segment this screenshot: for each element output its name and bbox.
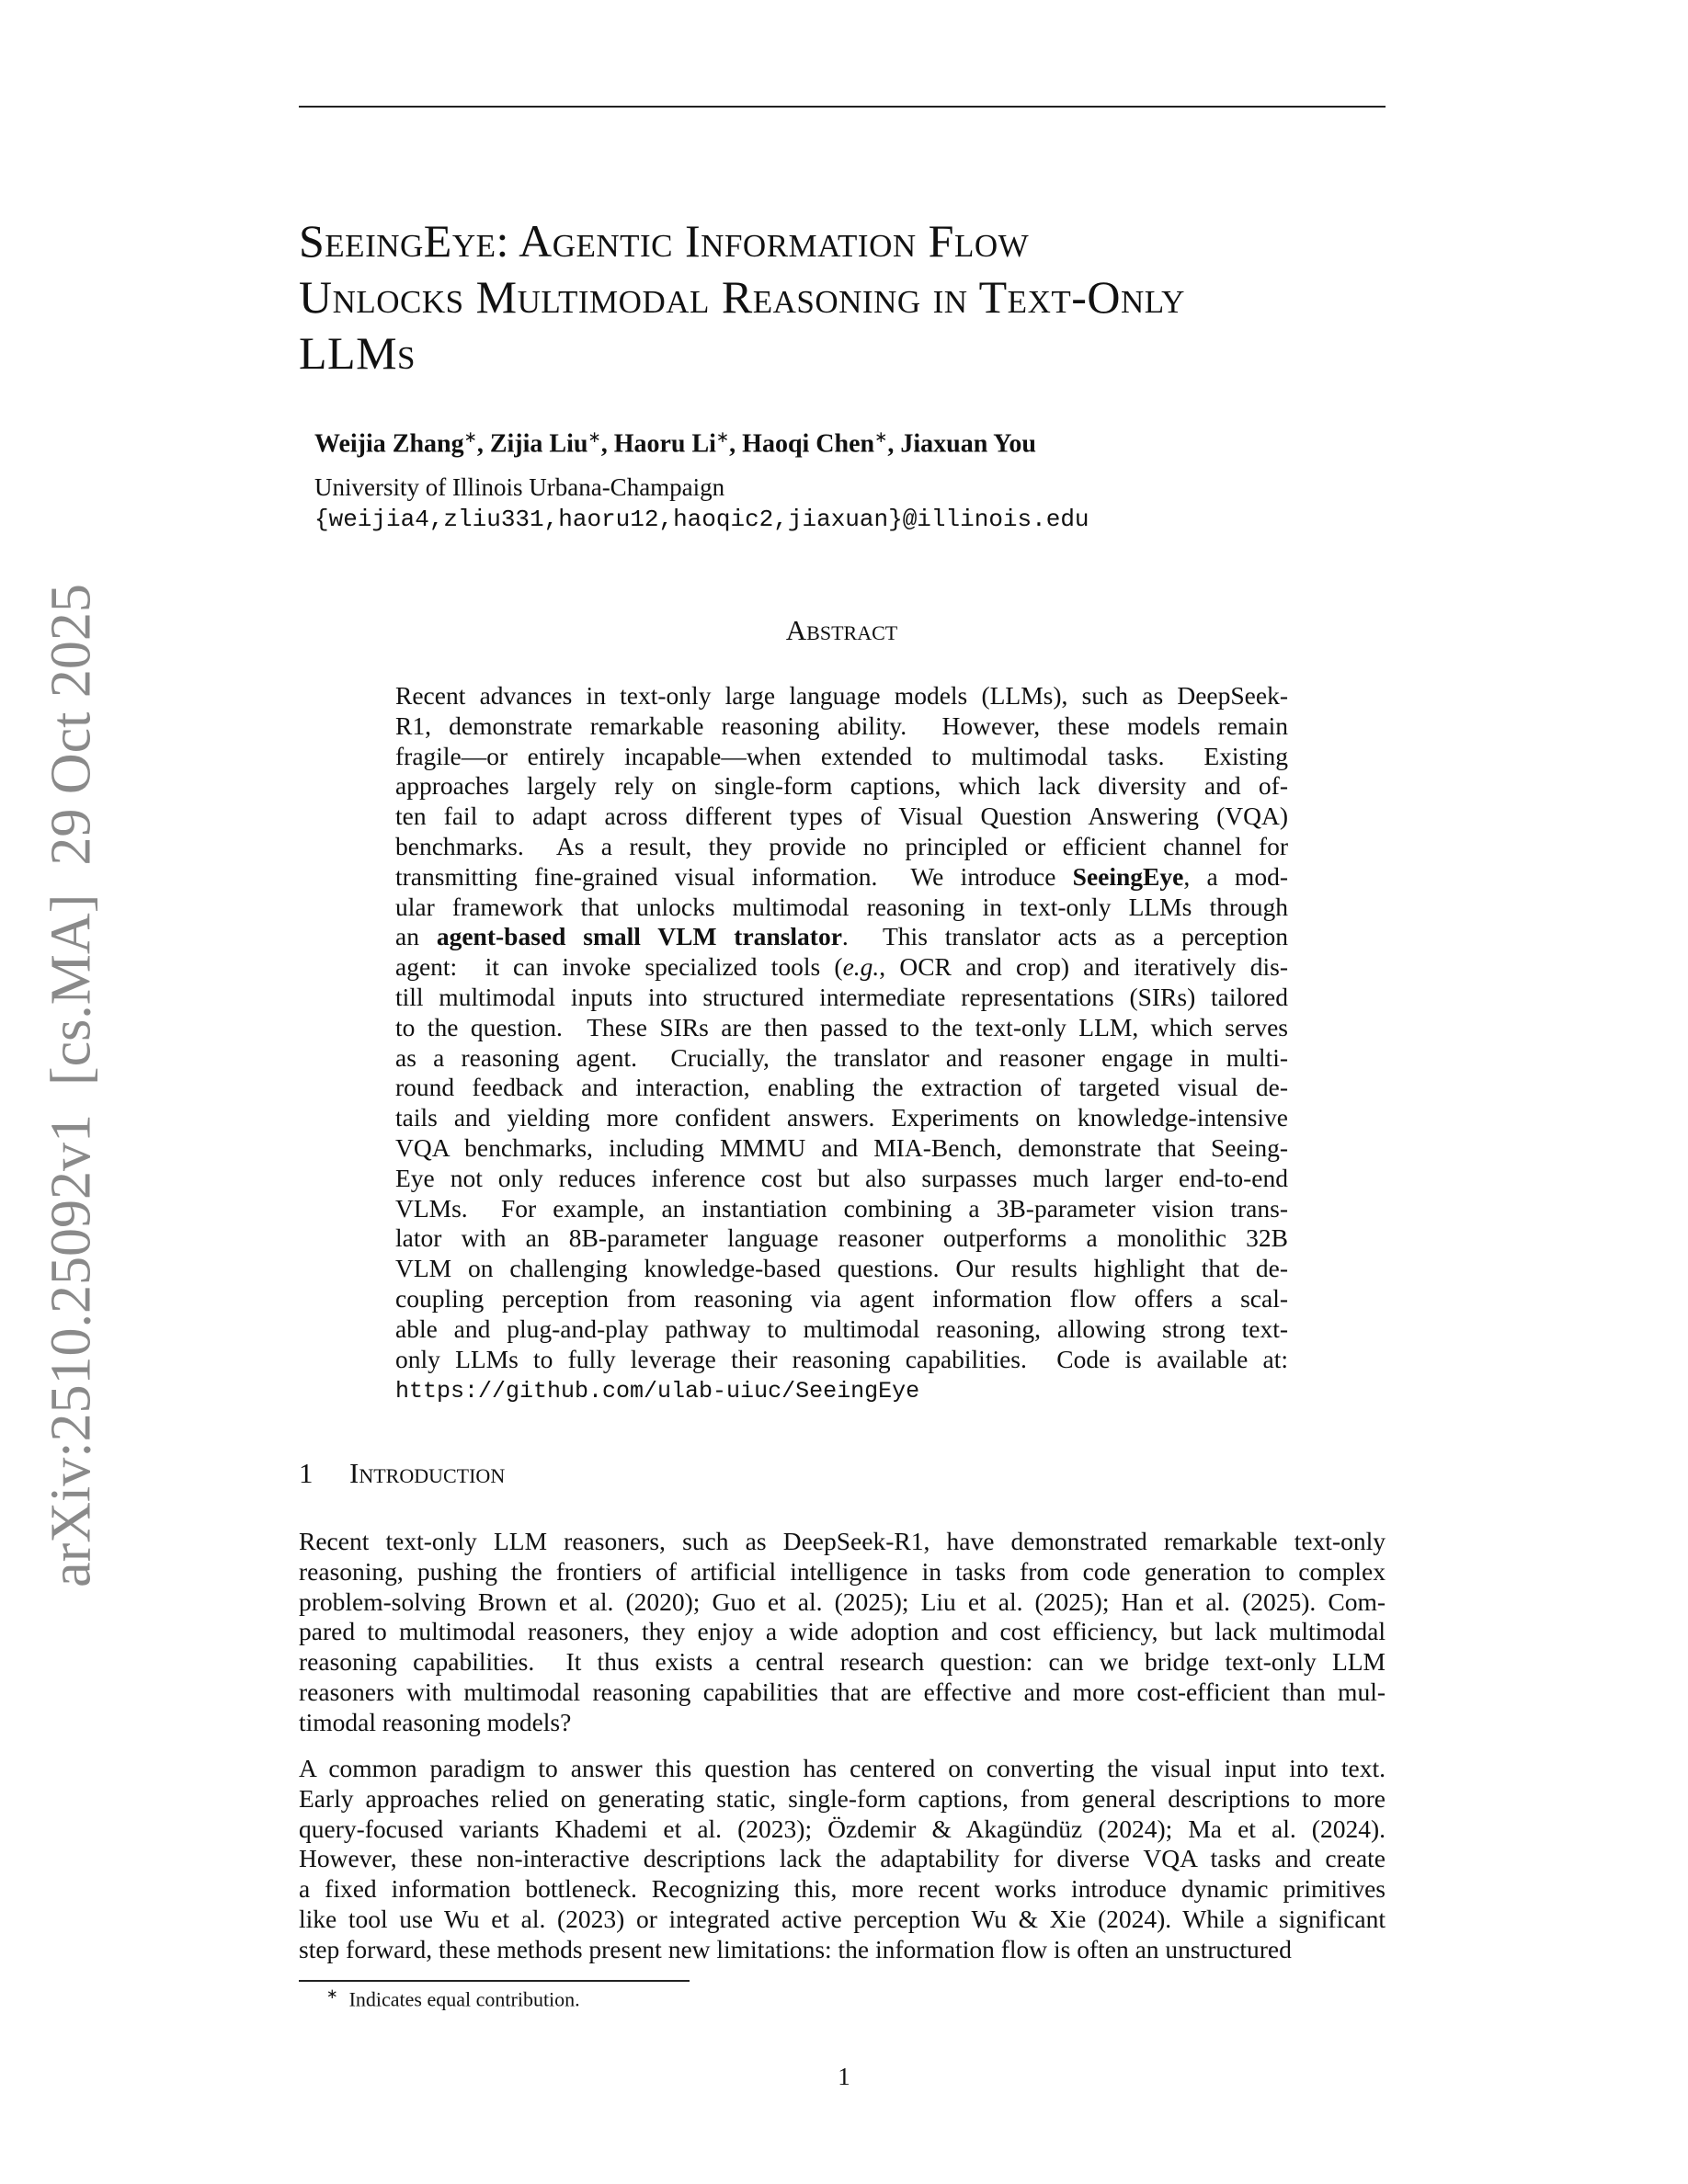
title-line: SeeingEye: Agentic Information Flow	[299, 215, 1030, 267]
text-line	[395, 952, 1288, 983]
author-separator: ,	[600, 429, 614, 459]
text-span: , a mod-	[1183, 861, 1288, 891]
author-name: Haoru Li	[613, 429, 716, 459]
text-line: pared to multimodal reasoners, they enjoy a wide adoption and cost efficiency, but lack multimodal	[299, 1617, 1386, 1646]
text-line: a fixed information bottleneck. Recognizing this, more recent works introduce dynamic primitives	[299, 1874, 1386, 1904]
text-line: timodal reasoning models?	[299, 1707, 572, 1736]
author-list	[314, 428, 1036, 459]
title-line: LLMs	[299, 327, 416, 379]
text-line: step forward, these methods present new limitations: the information flow is often an unstructured	[299, 1934, 1292, 1963]
author-separator: ,	[729, 429, 743, 459]
text-line: ten fail to adapt across different types of Visual Question Answering (VQA)	[395, 802, 1288, 831]
text-span: agent: it can invoke specialized tools (	[395, 952, 843, 982]
author-name: Jiaxuan You	[900, 429, 1036, 459]
text-line: round feedback and interaction, enabling the extraction of targeted visual de-	[395, 1073, 1288, 1102]
author-separator: ,	[476, 429, 490, 459]
text-line: approaches largely rely on single-form captions, which lack diversity and of-	[395, 771, 1288, 801]
text-line: R1, demonstrate remarkable reasoning ability. However, these models remain	[395, 711, 1288, 740]
text-span: transmitting fine-grained visual information. We introduce	[395, 861, 1073, 891]
section-number: 1	[299, 1457, 314, 1489]
text-line: able and plug-and-play pathway to multimodal reasoning, allowing strong text-	[395, 1314, 1288, 1343]
text-line: A common paradigm to answer this question has centered on converting the visual input into text.	[299, 1754, 1386, 1782]
bold-text: agent-based small VLM translator	[436, 922, 842, 951]
text-line: tails and yielding more confident answers. Experiments on knowledge-intensive	[395, 1103, 1288, 1132]
page-number: 1	[838, 2063, 850, 2090]
intro-paragraph-2	[299, 1754, 1386, 1965]
text-line: Recent text-only LLM reasoners, such as DeepSeek-R1, have demonstrated remarkable text-only	[299, 1527, 1386, 1555]
code-link[interactable]: https://github.com/ulab-uiuc/SeeingEye	[395, 1378, 920, 1405]
author-name: Haoqi Chen	[742, 429, 875, 459]
text-line: to the question. These SIRs are then passed to the text-only LLM, which serves	[395, 1012, 1288, 1041]
abstract-body	[395, 681, 1288, 1405]
affiliation: University of Illinois Urbana-Champaign	[314, 473, 725, 501]
text-line: Eye not only reduces inference cost but also surpasses much larger end-to-end	[395, 1163, 1288, 1192]
text-line: coupling perception from reasoning via agent information flow offers a scal-	[395, 1283, 1288, 1313]
footnote-text: Indicates equal contribution.	[348, 1987, 580, 2011]
header-rule	[299, 106, 1386, 108]
text-span: , OCR and crop) and iteratively dis-	[879, 952, 1288, 982]
section-title: Introduction	[349, 1457, 506, 1489]
footnote	[326, 1985, 580, 2011]
footnote-rule	[299, 1980, 690, 1982]
equal-contribution-marker: ∗	[874, 428, 888, 446]
text-line: However, these non-interactive descriptions lack the adaptability for diverse VQA tasks and create	[299, 1844, 1386, 1873]
text-line: lator with an 8B-parameter language reasoner outperforms a monolithic 32B	[395, 1223, 1288, 1253]
italic-text: e.g.	[842, 952, 880, 982]
text-line: fragile—or entirely incapable—when extended to multimodal tasks. Existing	[395, 741, 1288, 770]
text-line	[395, 862, 1288, 893]
text-line: VLMs. For example, an instantiation combining a 3B-parameter vision trans-	[395, 1193, 1288, 1223]
text-line: VQA benchmarks, including MMMU and MIA-Bench, demonstrate that Seeing-	[395, 1132, 1288, 1162]
bold-text: SeeingEye	[1072, 861, 1184, 891]
text-line: ular framework that unlocks multimodal reasoning in text-only LLMs through	[395, 892, 1288, 921]
intro-paragraph-1	[299, 1527, 1386, 1738]
text-line: Recent advances in text-only large language models (LLMs), such as DeepSeek-	[395, 681, 1288, 710]
author-name: Zijia Liu	[489, 429, 588, 459]
text-line	[395, 922, 1288, 952]
author-emails: {weijia4,zliu331,haoru12,haoqic2,jiaxuan}@illinois.edu	[314, 506, 1089, 533]
text-span: an	[395, 922, 437, 951]
text-line: only LLMs to fully leverage their reasoning capabilities. Code is available at:	[395, 1344, 1288, 1373]
footnote-marker: ∗	[326, 1987, 338, 2002]
text-line: problem-solving Brown et al. (2020); Guo et al. (2025); Liu et al. (2025); Han et al. (2025). Com-	[299, 1587, 1386, 1616]
author-separator: ,	[887, 429, 901, 459]
equal-contribution-marker: ∗	[587, 428, 601, 446]
text-line: like tool use Wu et al. (2023) or integrated active perception Wu & Xie (2024). While a significant	[299, 1904, 1386, 1933]
text-line: reasoning, pushing the frontiers of artificial intelligence in tasks from code generation to complex	[299, 1556, 1386, 1586]
equal-contribution-marker: ∗	[463, 428, 477, 446]
text-line	[395, 1374, 1288, 1405]
abstract-heading: Abstract	[785, 614, 898, 646]
title-line: Unlocks Multimodal Reasoning in Text-Only	[299, 271, 1185, 323]
arxiv-identifier-stamp: arXiv:2510.25092v1 [cs.MA] 29 Oct 2025	[40, 584, 103, 1587]
text-line: till multimodal inputs into structured intermediate representations (SIRs) tailored	[395, 982, 1288, 1011]
paper-title	[299, 213, 1402, 381]
introduction-heading	[299, 1457, 505, 1490]
text-line: reasoning capabilities. It thus exists a central research question: can we bridge text-only LLM	[299, 1647, 1386, 1677]
text-line: query-focused variants Khademi et al. (2023); Özdemir & Akagündüz (2024); Ma et al. (2024).	[299, 1814, 1386, 1843]
equal-contribution-marker: ∗	[715, 428, 730, 446]
text-span: . This translator acts as a perception	[841, 922, 1288, 951]
author-name: Weijia Zhang	[314, 429, 464, 459]
text-line: reasoners with multimodal reasoning capabilities that are effective and more cost-efficient than mul-	[299, 1677, 1386, 1706]
text-line: Early approaches relied on generating static, single-form captions, from general descriptions to more	[299, 1783, 1386, 1813]
text-line: VLM on challenging knowledge-based questions. Our results highlight that de-	[395, 1254, 1288, 1283]
text-line: benchmarks. As a result, they provide no principled or efficient channel for	[395, 831, 1288, 860]
text-line: as a reasoning agent. Crucially, the translator and reasoner engage in multi-	[395, 1042, 1288, 1072]
